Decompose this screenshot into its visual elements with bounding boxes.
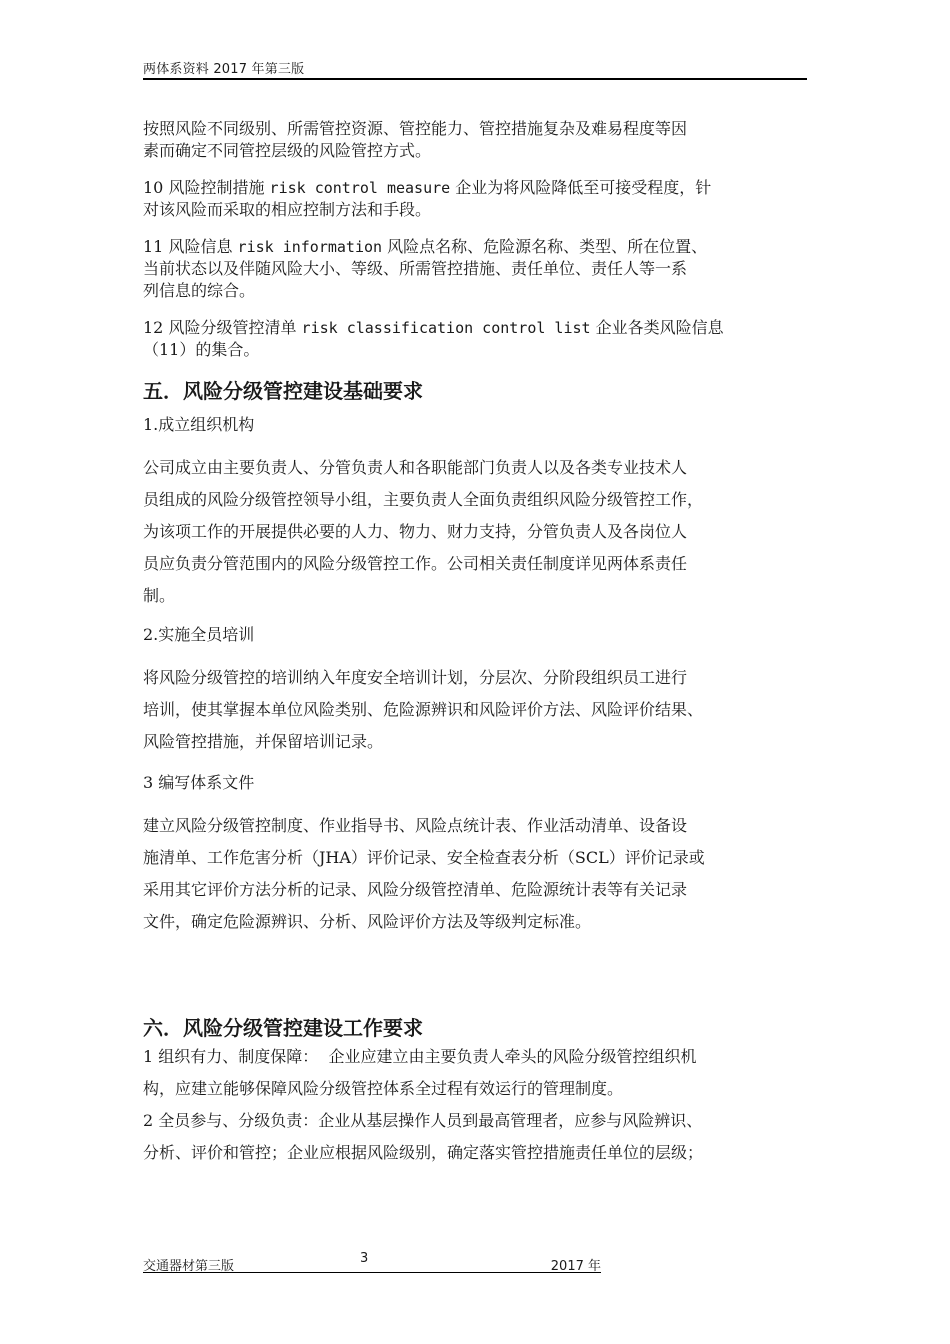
body-line: 构，应建立能够保障风险分级管控体系全过程有效运行的管理制度。 [143, 1079, 624, 1098]
body-line: 制。 [143, 586, 176, 605]
intro-paragraph [143, 118, 815, 162]
definition-10 [143, 177, 815, 221]
section-6-body [143, 1041, 815, 1169]
subsection-1-body [143, 452, 815, 612]
def-english-term: risk information [237, 238, 383, 256]
body-line: 施清单、工作危害分析（JHA）评价记录、安全检查表分析（SCL）评价记录或 [143, 848, 705, 867]
def-text: 风险点名称、危险源名称、类型、所在位置、 [382, 237, 708, 256]
definition-11 [143, 236, 815, 302]
body-line: 1 组织有力、制度保障： 企业应建立由主要负责人牵头的风险分级管控组织机 [143, 1047, 697, 1066]
def-text: 企业各类风险信息 [590, 318, 724, 337]
def-english-term: risk classification control list [301, 319, 591, 337]
body-line: 建立风险分级管控制度、作业指导书、风险点统计表、作业活动清单、设备设 [143, 816, 688, 835]
page-header [143, 50, 807, 80]
def-text: 企业为将风险降低至可接受程度，针 [450, 178, 712, 197]
def-text: 列信息的综合。 [143, 281, 256, 300]
body-line: 风险管控措施，并保留培训记录。 [143, 732, 384, 751]
body-line: 分析、评价和管控；企业应根据风险级别，确定落实管控措施责任单位的层级； [143, 1143, 704, 1162]
body-line: 公司成立由主要负责人、分管负责人和各职能部门负责人以及各类专业技术人 [143, 458, 688, 477]
document-body [143, 110, 815, 1169]
body-line: 培训，使其掌握本单位风险类别、危险源辨识和风险评价方法、风险评价结果、 [143, 700, 704, 719]
section-5-heading: 五．风险分级管控建设基础要求 [143, 379, 423, 403]
subsection-2-title: 2.实施全员培训 [143, 625, 255, 644]
header-title: 两体系资料 2017 年第三版 [143, 62, 305, 77]
def-text: 当前状态以及伴随风险大小、等级、所需管控措施、责任单位、责任人等一系 [143, 259, 688, 278]
body-line: 员应负责分管范围内的风险分级管控工作。公司相关责任制度详见两体系责任 [143, 554, 688, 573]
section-6-heading: 六．风险分级管控建设工作要求 [143, 1016, 423, 1040]
def-text: 对该风险而采取的相应控制方法和手段。 [143, 200, 432, 219]
body-line: 2 全员参与、分级负责：企业从基层操作人员到最高管理者，应参与风险辨识、 [143, 1111, 703, 1130]
body-line: 将风险分级管控的培训纳入年度安全培训计划，分层次、分阶段组织员工进行 [143, 668, 688, 687]
subsection-1-title: 1.成立组织机构 [143, 415, 255, 434]
subsection-3-body [143, 810, 815, 938]
def-prefix: 10 风险控制措施 [143, 178, 270, 197]
body-line: 采用其它评价方法分析的记录、风险分级管控清单、危险源统计表等有关记录 [143, 880, 688, 899]
subsection-2-body [143, 662, 815, 758]
subsection-3-title: 3 编写体系文件 [143, 773, 255, 792]
def-text: （11）的集合。 [143, 340, 260, 359]
intro-line: 按照风险不同级别、所需管控资源、管控能力、管控措施复杂及难易程度等因 [143, 119, 688, 138]
body-line: 文件，确定危险源辨识、分析、风险评价方法及等级判定标准。 [143, 912, 592, 931]
page-footer [143, 1252, 601, 1273]
def-prefix: 12 风险分级管控清单 [143, 318, 302, 337]
definition-12 [143, 317, 815, 361]
footer-left-text: 交通器材第三版 [143, 1259, 235, 1274]
body-line: 员组成的风险分级管控领导小组，主要负责人全面负责组织风险分级管控工作， [143, 490, 704, 509]
footer-year: 2017 年 [550, 1259, 601, 1274]
page-number: 3 [360, 1251, 369, 1266]
intro-line: 素而确定不同管控层级的风险管控方式。 [143, 141, 432, 160]
def-english-term: risk control measure [269, 179, 451, 197]
body-line: 为该项工作的开展提供必要的人力、物力、财力支持，分管负责人及各岗位人 [143, 522, 688, 541]
def-prefix: 11 风险信息 [143, 237, 238, 256]
